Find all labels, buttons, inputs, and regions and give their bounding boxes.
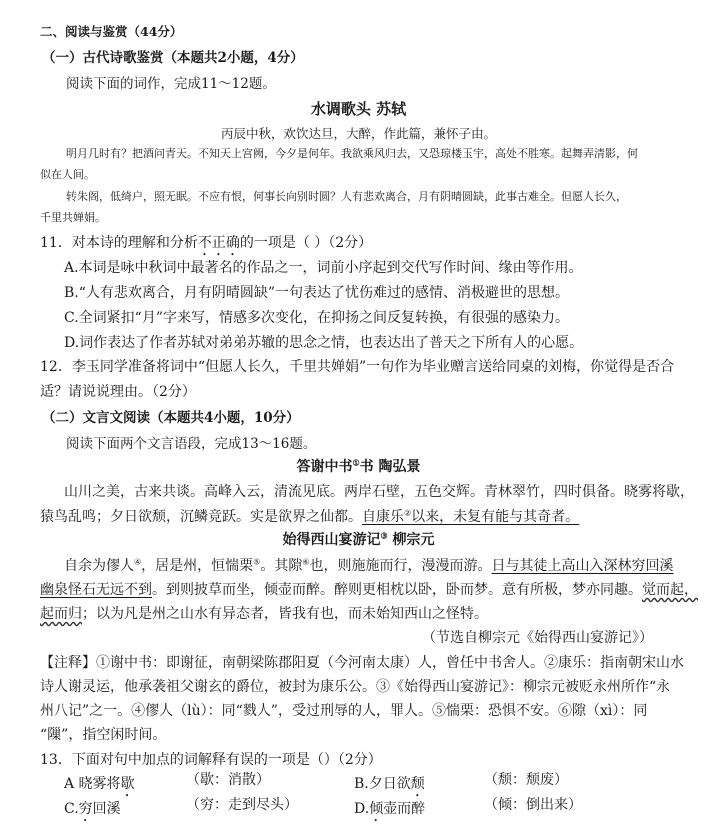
text1-title-main: 答谢中书 [296, 459, 353, 475]
text2-wavy-underlined: 觉而起， [642, 582, 698, 598]
section-heading: 二、阅读与鉴赏（44分） [40, 24, 183, 39]
question-11 [40, 232, 372, 259]
q13-option-a [64, 773, 135, 800]
q13-option-b-gloss: （颓：颓废） [484, 772, 568, 788]
text2-line [64, 555, 674, 575]
q13-option-d-text: D. [354, 801, 370, 817]
q11-stem: 11．对本诗的理解和分析 [40, 235, 198, 251]
notes-line: “隟”，指空闲时间。 [40, 727, 167, 743]
text2-underlined: 幽泉怪石无远不到 [40, 582, 152, 598]
text2-source: （节选自柳宗元《始得西山宴游记》） [422, 630, 653, 646]
q13-option-a-text: A 晓雾将 [64, 776, 121, 792]
poem-title: 水调歌头 苏轼 [310, 100, 407, 118]
q13-option-d-dotted: 倾 [369, 801, 384, 817]
text1-title [0, 456, 717, 476]
text2-underlined: 日与其徒上高山入深林穷回溪 [491, 558, 674, 574]
text2-wavy-underlined: 起而归 [40, 606, 82, 622]
poem-line: 千里共婵娟。 [40, 211, 106, 224]
footnote-marker: ② [404, 508, 412, 518]
q13-option-b [354, 773, 425, 800]
q13-option-b-text: B.夕日欲 [354, 776, 411, 792]
part1-instruction: 阅读下面的词作，完成11～12题。 [66, 76, 276, 92]
text2-segment: 也，则施施而行，漫漫而游。 [309, 558, 492, 574]
q13-option-a-dotted: 歇 [120, 776, 135, 792]
text1-underlined-b: 以来，未复有能与其奇者。 [411, 509, 580, 525]
text2-title-main: 始得西山宴游记 [282, 532, 381, 548]
question-12-cont: 适？请说说理由。（2分） [40, 384, 196, 400]
text2-line [40, 603, 488, 623]
footnote-marker: ③ [380, 530, 388, 541]
text1-underlined [362, 509, 579, 525]
q11-emphasis: 不正确 [197, 235, 240, 251]
poem-preface: 丙辰中秋，欢饮达旦，大醉，作此篇，兼怀子由。 [220, 126, 496, 141]
text2-segment: ，居是州，恒惴栗 [141, 558, 254, 574]
text1-line [40, 506, 579, 526]
footnote-marker: ④ [134, 557, 142, 567]
poem-line: 似在人间。 [40, 168, 95, 181]
text1-title-author: 书 陶弘景 [359, 459, 421, 475]
text2-segment: 。其隙 [260, 558, 303, 574]
q13-option-d-tail: 壶而醉 [383, 801, 426, 817]
text2-segment: 自余为僇人 [64, 558, 134, 574]
q13-option-b-dotted: 颓 [410, 776, 425, 792]
part1-title: （一）古代诗歌鉴赏（本题共2小题，4分） [42, 50, 304, 66]
poem-line: 转朱阁，低绮户，照无眠。不应有恨，何事长向别时圆？人有悲欢离合，月有阴晴圆缺，此事古难全。但愿人长久， [66, 190, 627, 203]
text2-title [0, 529, 717, 549]
q11-option-d: D.词作表达了作者苏轼对弟弟苏辙的思念之情，也表达出了普天之下所有人的心愿。 [64, 335, 584, 351]
footnote-marker: ⑥ [302, 557, 310, 567]
q11-option-a: A.本词是咏中秋词中最著名的作品之一，词前小序起到交代写作时间、缘由等作用。 [64, 260, 583, 276]
text1-segment: 猿鸟乱鸣；夕日欲颓，沉鳞竞跃。实是欲界之仙都。 [40, 509, 362, 525]
question-12: 12．李玉同学准备将词中“但愿人长久，千里共婵娟”一句作为毕业赠言送给同桌的刘梅，你觉得是否合 [40, 359, 675, 375]
footnote-marker: ⑤ [253, 557, 261, 567]
text2-segment: ；以为凡是州之山水有异态者，皆我有也，而未始知西山之怪特。 [82, 606, 488, 622]
q13-option-d [354, 798, 425, 825]
question-13: 13．下面对句中加点的词解释有误的一项是（）（2分） [40, 752, 382, 768]
text1-line: 山川之美，古来共谈。高峰入云，清流见底。两岸石壁，五色交辉。青林翠竹，四时俱备。晓雾将歇， [64, 484, 694, 500]
q13-option-d-gloss: （倾：倒出来） [484, 797, 582, 813]
footnote-marker: ① [352, 457, 360, 468]
q13-option-c [64, 798, 121, 825]
q13-option-c-gloss: （穷：走到尽头） [186, 797, 298, 813]
part2-instruction: 阅读下面两个文言语段，完成13～16题。 [66, 436, 317, 452]
part2-title: （二）文言文阅读（本题共4小题，10分） [42, 410, 300, 426]
q11-option-c: C.全词紧扣“月”字来写，情感多次变化，在抑扬之间反复转换，有很强的感染力。 [64, 310, 569, 326]
notes-line: 【注释】①谢中书：即谢征，南朝梁陈郡阳夏（今河南太康）人，曾任中书舍人。②康乐：指南朝宋山水 [40, 655, 684, 671]
q11-tail: 的一项是（ ）（2分） [239, 235, 373, 251]
q13-option-c-text: C. [64, 801, 79, 817]
q11-option-b: B.“人有悲欢离合，月有阴晴圆缺”一句表达了忧伤难过的感情、消极避世的思想。 [64, 285, 570, 301]
notes-line: 诗人谢灵运，他承袭祖父谢玄的爵位，被封为康乐公。③《始得西山宴游记》：柳宗元被贬永州所作“永 [40, 679, 671, 695]
text1-underlined-a: 自康乐 [362, 509, 404, 525]
notes-line: 州八记”之一。④僇人（lù）：同“戮人”，受过刑辱的人，罪人。⑤惴栗：恐惧不安。⑥隙（xì）：同 [40, 703, 648, 719]
text2-line [40, 579, 698, 599]
q13-option-c-tail: 回溪 [92, 801, 121, 817]
text2-title-author: 柳宗元 [387, 532, 435, 548]
q13-option-c-dotted: 穷 [78, 801, 93, 817]
poem-line: 明月几时有？把酒问青天。不知天上宫阙，今夕是何年。我欲乘风归去，又恐琼楼玉宇，高处不胜寒。起舞弄清影，何 [66, 147, 638, 160]
text2-segment: 。到则披草而坐，倾壶而醉。醉则更相枕以卧，卧而梦。意有所极，梦亦同趣。 [152, 582, 642, 598]
q13-option-a-gloss: （歇：消散） [186, 772, 270, 788]
